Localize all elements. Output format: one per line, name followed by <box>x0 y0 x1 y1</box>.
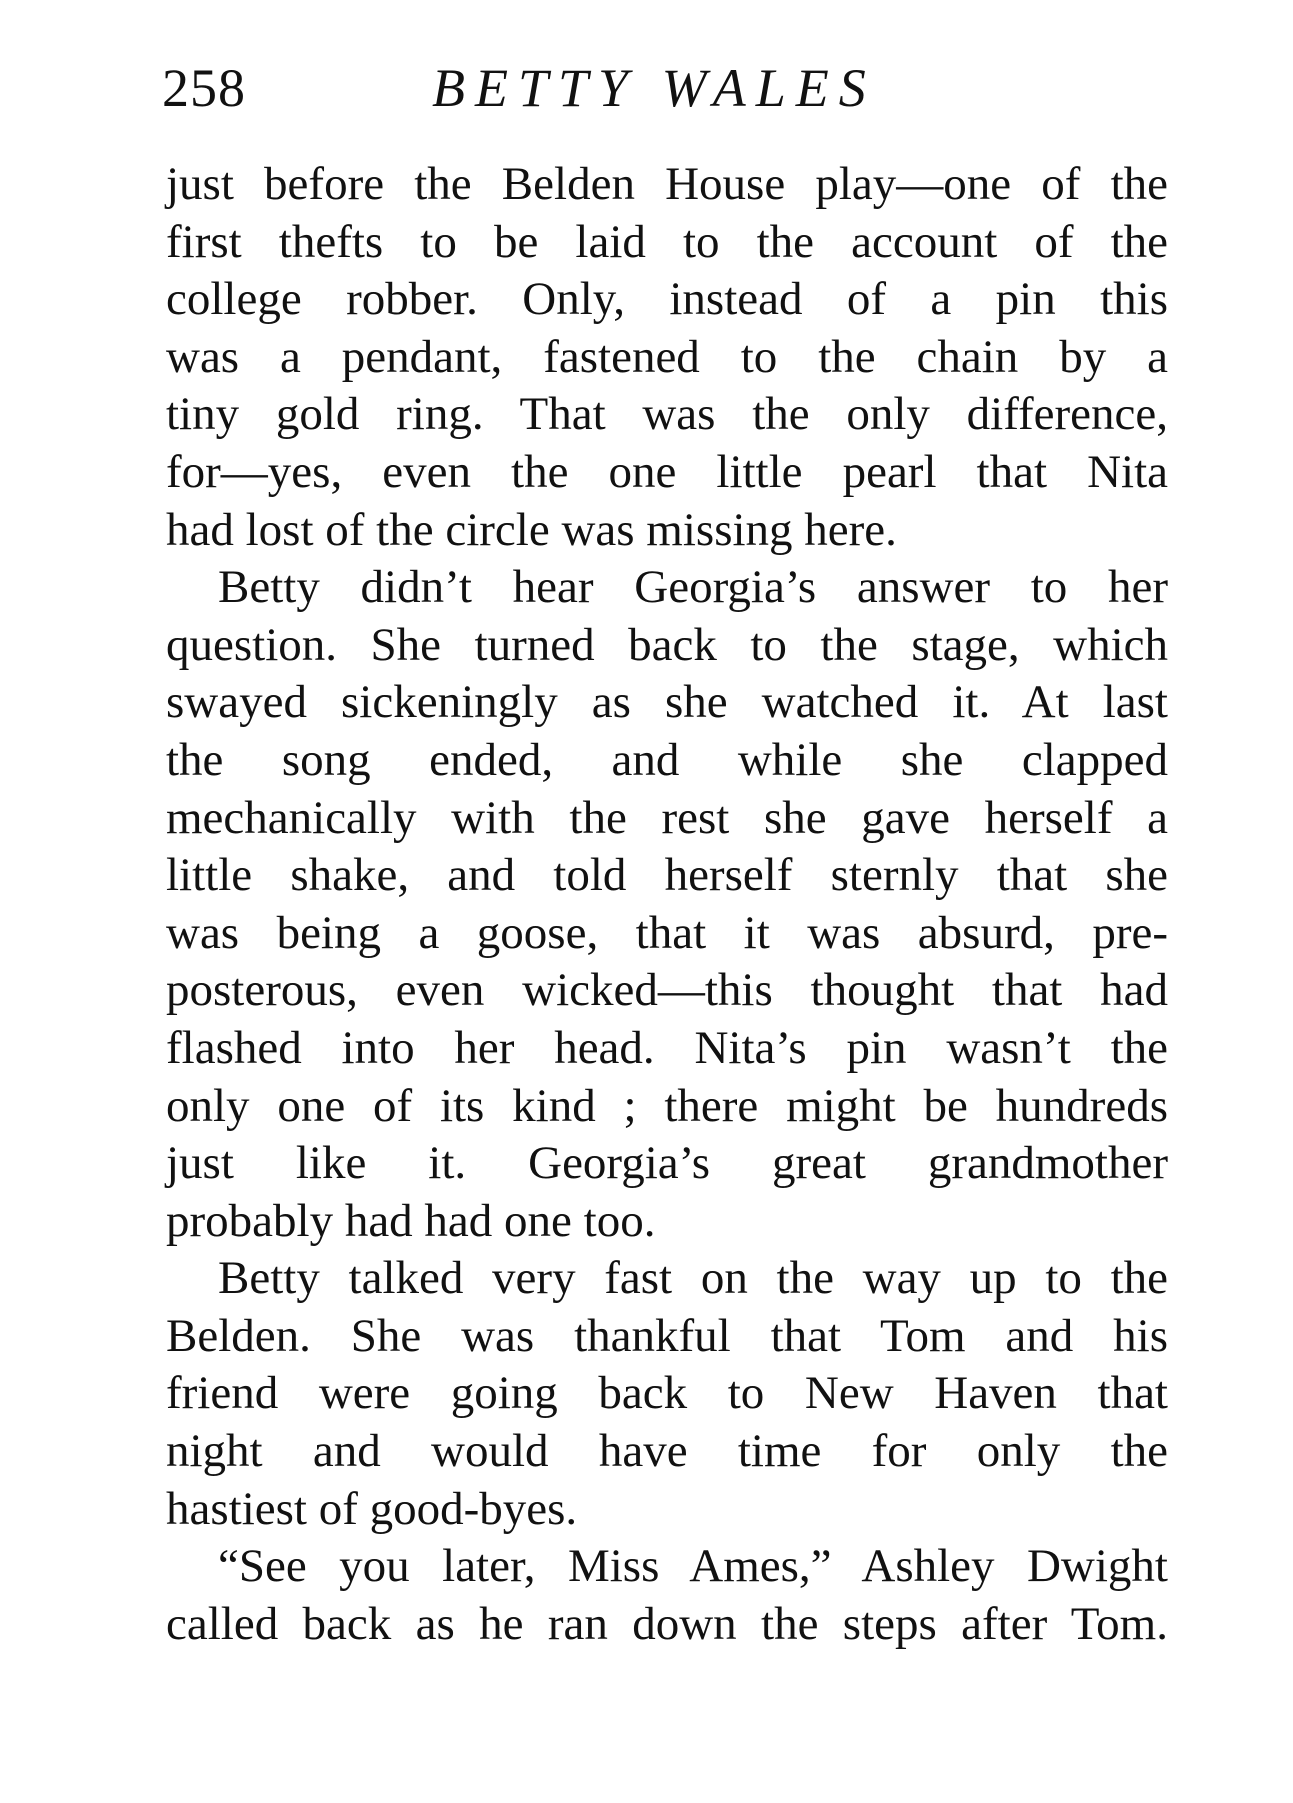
page-header <box>162 48 1162 128</box>
text-line: swayed sickeningly as she watched it. At last <box>166 676 1168 729</box>
page-number: 258 <box>162 58 246 118</box>
text-line: just before the Belden House play—one of the <box>166 158 1168 210</box>
text-line: question. She turned back to the stage, which <box>166 618 1168 671</box>
text-line: little shake, and told herself sternly that she <box>166 849 1168 902</box>
paragraph-1 <box>166 156 1168 559</box>
text-line: just like it. Georgia’s great grandmother <box>166 1137 1168 1190</box>
text-line: friend were going back to New Haven that <box>166 1367 1168 1420</box>
text-line: posterous, even wicked—this thought that had <box>166 964 1168 1017</box>
text-line: had lost of the circle was missing here. <box>166 503 897 556</box>
paragraph-2 <box>166 559 1168 1250</box>
text-line: was a pendant, fastened to the chain by a <box>166 330 1168 383</box>
text-line: Betty talked very fast on the way up to the <box>218 1252 1168 1305</box>
text-line: Belden. She was thankful that Tom and his <box>166 1309 1168 1362</box>
body-text <box>166 156 1168 1653</box>
text-line: was being a goose, that it was absurd, pre- <box>166 906 1168 959</box>
paragraph-3 <box>166 1250 1168 1538</box>
text-line: first thefts to be laid to the account of the <box>166 215 1168 268</box>
running-title: BETTY WALES <box>432 58 876 118</box>
text-line: for—yes, even the one little pearl that Nita <box>166 445 1168 498</box>
text-line: probably had had one too. <box>166 1194 656 1247</box>
text-line: tiny gold ring. That was the only difference, <box>166 388 1168 441</box>
paragraph-4 <box>166 1538 1168 1653</box>
text-line: only one of its kind ; there might be hundreds <box>166 1079 1168 1132</box>
text-line: flashed into her head. Nita’s pin wasn’t the <box>166 1021 1168 1074</box>
text-line: “See you later, Miss Ames,” Ashley Dwight <box>218 1540 1168 1593</box>
text-line: night and would have time for only the <box>166 1425 1168 1478</box>
text-line: college robber. Only, instead of a pin this <box>166 273 1168 326</box>
text-line: hastiest of good-byes. <box>166 1482 578 1535</box>
text-line: called back as he ran down the steps after Tom. <box>166 1597 1168 1650</box>
text-line: mechanically with the rest she gave herself a <box>166 791 1168 844</box>
text-line: Betty didn’t hear Georgia’s answer to her <box>218 561 1168 614</box>
text-line: the song ended, and while she clapped <box>166 733 1168 786</box>
